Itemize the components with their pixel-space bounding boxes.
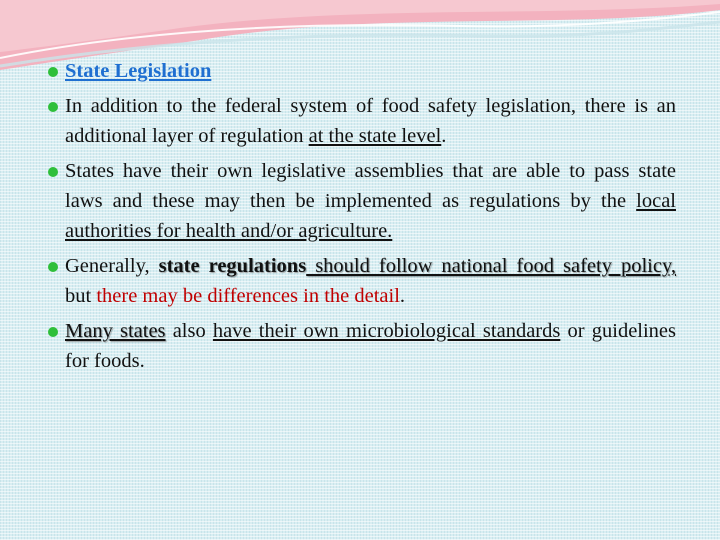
bullet-text: but	[65, 285, 97, 307]
slide-content	[44, 56, 676, 381]
bullet-text: In addition to the federal system of food safety legislation, there is an additional layer of regulation	[65, 95, 676, 147]
bullet-icon	[48, 327, 58, 337]
bullet-item-federal	[44, 91, 676, 151]
bold-text: state regulations	[158, 255, 307, 277]
underlined-text: have their own microbiological standards	[212, 320, 561, 342]
bullet-text: States have their own legislative assemblies that are able to pass state laws and these may then be implemented as regulations by the	[65, 160, 676, 212]
slide-heading: State Legislation	[65, 60, 212, 82]
bullet-text: or guidelines for foods.	[65, 320, 677, 372]
underlined-text: at the state level	[308, 125, 442, 147]
bullet-text: .	[441, 125, 447, 147]
bullet-text: Generally,	[65, 255, 159, 277]
red-emphasis-text: there may be differences in the detail	[96, 285, 400, 307]
bullet-icon	[48, 262, 58, 272]
bullet-text: also	[165, 320, 213, 342]
bullet-icon	[48, 102, 58, 112]
heading-item	[44, 56, 676, 86]
bullet-icon	[48, 67, 58, 77]
underlined-text: should follow national food safety policy,	[306, 255, 676, 277]
bullet-text: .	[399, 285, 406, 307]
bullet-item-generally	[44, 251, 676, 311]
bullet-icon	[48, 167, 58, 177]
bullet-item-many-states	[44, 316, 676, 376]
bullet-item-assemblies	[44, 156, 676, 246]
underlined-text: local authorities for health and/or agriculture.	[65, 190, 676, 242]
underlined-text: Many states	[65, 320, 166, 342]
